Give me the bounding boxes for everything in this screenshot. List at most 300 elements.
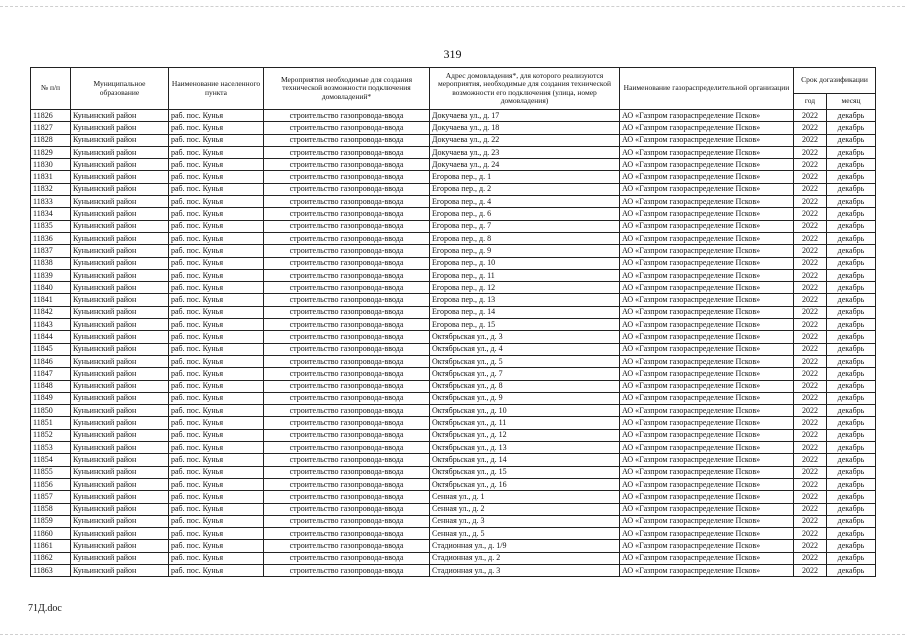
activity-cell: строительство газопровода-ввода xyxy=(264,380,430,392)
activity-cell: строительство газопровода-ввода xyxy=(264,134,430,146)
address-cell: Стадионная ул., д. 3 xyxy=(430,564,620,576)
activity-cell: строительство газопровода-ввода xyxy=(264,515,430,527)
header-year: год xyxy=(794,94,827,110)
address-cell: Стадионная ул., д. 2 xyxy=(430,552,620,564)
year-cell: 2022 xyxy=(794,503,827,515)
address-cell: Октябрьская ул., д. 5 xyxy=(430,355,620,367)
row-number: 11854 xyxy=(31,454,71,466)
organization-cell: АО «Газпром газораспределение Псков» xyxy=(620,515,794,527)
month-cell: декабрь xyxy=(827,220,876,232)
month-cell: декабрь xyxy=(827,159,876,171)
activity-cell: строительство газопровода-ввода xyxy=(264,355,430,367)
organization-cell: АО «Газпром газораспределение Псков» xyxy=(620,306,794,318)
table-row xyxy=(31,183,876,195)
year-cell: 2022 xyxy=(794,183,827,195)
address-cell: Сенная ул., д. 2 xyxy=(430,503,620,515)
header-activity: Мероприятия необходимые для создания технической возможности подключения домовладений* xyxy=(264,68,430,110)
table-row xyxy=(31,282,876,294)
activity-cell: строительство газопровода-ввода xyxy=(264,564,430,576)
address-cell: Сенная ул., д. 5 xyxy=(430,528,620,540)
locality-cell: раб. пос. Кунья xyxy=(169,122,264,134)
year-cell: 2022 xyxy=(794,232,827,244)
municipality-cell: Куньинский район xyxy=(71,429,169,441)
activity-cell: строительство газопровода-ввода xyxy=(264,417,430,429)
year-cell: 2022 xyxy=(794,380,827,392)
locality-cell: раб. пос. Кунья xyxy=(169,442,264,454)
month-cell: декабрь xyxy=(827,232,876,244)
municipality-cell: Куньинский район xyxy=(71,220,169,232)
organization-cell: АО «Газпром газораспределение Псков» xyxy=(620,503,794,515)
year-cell: 2022 xyxy=(794,134,827,146)
locality-cell: раб. пос. Кунья xyxy=(169,110,264,122)
year-cell: 2022 xyxy=(794,171,827,183)
address-cell: Октябрьская ул., д. 11 xyxy=(430,417,620,429)
header-organization: Наименование газораспределительной организации xyxy=(620,68,794,110)
gasification-table xyxy=(30,67,876,577)
locality-cell: раб. пос. Кунья xyxy=(169,159,264,171)
month-cell: декабрь xyxy=(827,392,876,404)
month-cell: декабрь xyxy=(827,405,876,417)
row-number: 11857 xyxy=(31,491,71,503)
year-cell: 2022 xyxy=(794,208,827,220)
organization-cell: АО «Газпром газораспределение Псков» xyxy=(620,294,794,306)
month-cell: декабрь xyxy=(827,282,876,294)
row-number: 11827 xyxy=(31,122,71,134)
address-cell: Докучаева ул., д. 23 xyxy=(430,146,620,158)
organization-cell: АО «Газпром газораспределение Псков» xyxy=(620,159,794,171)
address-cell: Октябрьская ул., д. 10 xyxy=(430,405,620,417)
row-number: 11846 xyxy=(31,355,71,367)
locality-cell: раб. пос. Кунья xyxy=(169,405,264,417)
address-cell: Сенная ул., д. 3 xyxy=(430,515,620,527)
row-number: 11858 xyxy=(31,503,71,515)
table-row xyxy=(31,196,876,208)
table-row xyxy=(31,429,876,441)
municipality-cell: Куньинский район xyxy=(71,171,169,183)
locality-cell: раб. пос. Кунья xyxy=(169,306,264,318)
municipality-cell: Куньинский район xyxy=(71,245,169,257)
row-number: 11855 xyxy=(31,466,71,478)
month-cell: декабрь xyxy=(827,294,876,306)
activity-cell: строительство газопровода-ввода xyxy=(264,368,430,380)
activity-cell: строительство газопровода-ввода xyxy=(264,269,430,281)
header-num: № п/п xyxy=(31,68,71,110)
year-cell: 2022 xyxy=(794,405,827,417)
activity-cell: строительство газопровода-ввода xyxy=(264,331,430,343)
activity-cell: строительство газопровода-ввода xyxy=(264,442,430,454)
table-row xyxy=(31,368,876,380)
activity-cell: строительство газопровода-ввода xyxy=(264,232,430,244)
year-cell: 2022 xyxy=(794,319,827,331)
table-row xyxy=(31,540,876,552)
activity-cell: строительство газопровода-ввода xyxy=(264,257,430,269)
organization-cell: АО «Газпром газораспределение Псков» xyxy=(620,319,794,331)
locality-cell: раб. пос. Кунья xyxy=(169,503,264,515)
activity-cell: строительство газопровода-ввода xyxy=(264,392,430,404)
locality-cell: раб. пос. Кунья xyxy=(169,368,264,380)
table-row xyxy=(31,208,876,220)
table-row xyxy=(31,491,876,503)
year-cell: 2022 xyxy=(794,146,827,158)
address-cell: Стадионная ул., д. 1/9 xyxy=(430,540,620,552)
municipality-cell: Куньинский район xyxy=(71,392,169,404)
address-cell: Октябрьская ул., д. 7 xyxy=(430,368,620,380)
organization-cell: АО «Газпром газораспределение Псков» xyxy=(620,183,794,195)
month-cell: декабрь xyxy=(827,196,876,208)
address-cell: Егорова пер., д. 9 xyxy=(430,245,620,257)
organization-cell: АО «Газпром газораспределение Псков» xyxy=(620,245,794,257)
organization-cell: АО «Газпром газораспределение Псков» xyxy=(620,146,794,158)
row-number: 11830 xyxy=(31,159,71,171)
address-cell: Докучаева ул., д. 17 xyxy=(430,110,620,122)
activity-cell: строительство газопровода-ввода xyxy=(264,122,430,134)
organization-cell: АО «Газпром газораспределение Псков» xyxy=(620,110,794,122)
municipality-cell: Куньинский район xyxy=(71,528,169,540)
organization-cell: АО «Газпром газораспределение Псков» xyxy=(620,540,794,552)
organization-cell: АО «Газпром газораспределение Псков» xyxy=(620,417,794,429)
year-cell: 2022 xyxy=(794,220,827,232)
municipality-cell: Куньинский район xyxy=(71,183,169,195)
activity-cell: строительство газопровода-ввода xyxy=(264,466,430,478)
row-number: 11835 xyxy=(31,220,71,232)
year-cell: 2022 xyxy=(794,417,827,429)
scan-border-top xyxy=(0,6,905,7)
locality-cell: раб. пос. Кунья xyxy=(169,319,264,331)
page-number: 319 xyxy=(443,47,462,61)
organization-cell: АО «Газпром газораспределение Псков» xyxy=(620,257,794,269)
municipality-cell: Куньинский район xyxy=(71,306,169,318)
row-number: 11834 xyxy=(31,208,71,220)
month-cell: декабрь xyxy=(827,417,876,429)
locality-cell: раб. пос. Кунья xyxy=(169,417,264,429)
locality-cell: раб. пос. Кунья xyxy=(169,220,264,232)
year-cell: 2022 xyxy=(794,528,827,540)
month-cell: декабрь xyxy=(827,208,876,220)
row-number: 11844 xyxy=(31,331,71,343)
activity-cell: строительство газопровода-ввода xyxy=(264,171,430,183)
locality-cell: раб. пос. Кунья xyxy=(169,343,264,355)
municipality-cell: Куньинский район xyxy=(71,564,169,576)
row-number: 11840 xyxy=(31,282,71,294)
row-number: 11839 xyxy=(31,269,71,281)
municipality-cell: Куньинский район xyxy=(71,269,169,281)
locality-cell: раб. пос. Кунья xyxy=(169,355,264,367)
locality-cell: раб. пос. Кунья xyxy=(169,257,264,269)
organization-cell: АО «Газпром газораспределение Псков» xyxy=(620,491,794,503)
table-row xyxy=(31,564,876,576)
row-number: 11829 xyxy=(31,146,71,158)
footer-filename: 71Д.doc xyxy=(28,603,62,614)
municipality-cell: Куньинский район xyxy=(71,196,169,208)
row-number: 11856 xyxy=(31,478,71,490)
locality-cell: раб. пос. Кунья xyxy=(169,552,264,564)
month-cell: декабрь xyxy=(827,331,876,343)
locality-cell: раб. пос. Кунья xyxy=(169,380,264,392)
month-cell: декабрь xyxy=(827,528,876,540)
municipality-cell: Куньинский район xyxy=(71,515,169,527)
month-cell: декабрь xyxy=(827,183,876,195)
month-cell: декабрь xyxy=(827,355,876,367)
municipality-cell: Куньинский район xyxy=(71,503,169,515)
locality-cell: раб. пос. Кунья xyxy=(169,134,264,146)
activity-cell: строительство газопровода-ввода xyxy=(264,552,430,564)
year-cell: 2022 xyxy=(794,564,827,576)
year-cell: 2022 xyxy=(794,491,827,503)
row-number: 11845 xyxy=(31,343,71,355)
month-cell: декабрь xyxy=(827,466,876,478)
month-cell: декабрь xyxy=(827,269,876,281)
activity-cell: строительство газопровода-ввода xyxy=(264,319,430,331)
row-number: 11841 xyxy=(31,294,71,306)
activity-cell: строительство газопровода-ввода xyxy=(264,220,430,232)
organization-cell: АО «Газпром газораспределение Псков» xyxy=(620,380,794,392)
municipality-cell: Куньинский район xyxy=(71,122,169,134)
year-cell: 2022 xyxy=(794,552,827,564)
row-number: 11849 xyxy=(31,392,71,404)
locality-cell: раб. пос. Кунья xyxy=(169,294,264,306)
table-row xyxy=(31,331,876,343)
year-cell: 2022 xyxy=(794,245,827,257)
row-number: 11850 xyxy=(31,405,71,417)
row-number: 11851 xyxy=(31,417,71,429)
municipality-cell: Куньинский район xyxy=(71,159,169,171)
table-row xyxy=(31,380,876,392)
activity-cell: строительство газопровода-ввода xyxy=(264,343,430,355)
address-cell: Егорова пер., д. 8 xyxy=(430,232,620,244)
organization-cell: АО «Газпром газораспределение Псков» xyxy=(620,331,794,343)
table-row xyxy=(31,171,876,183)
municipality-cell: Куньинский район xyxy=(71,540,169,552)
municipality-cell: Куньинский район xyxy=(71,454,169,466)
year-cell: 2022 xyxy=(794,442,827,454)
row-number: 11832 xyxy=(31,183,71,195)
municipality-cell: Куньинский район xyxy=(71,331,169,343)
activity-cell: строительство газопровода-ввода xyxy=(264,528,430,540)
municipality-cell: Куньинский район xyxy=(71,294,169,306)
municipality-cell: Куньинский район xyxy=(71,491,169,503)
table-row xyxy=(31,343,876,355)
organization-cell: АО «Газпром газораспределение Псков» xyxy=(620,282,794,294)
organization-cell: АО «Газпром газораспределение Псков» xyxy=(620,552,794,564)
organization-cell: АО «Газпром газораспределение Псков» xyxy=(620,171,794,183)
month-cell: декабрь xyxy=(827,146,876,158)
locality-cell: раб. пос. Кунья xyxy=(169,429,264,441)
activity-cell: строительство газопровода-ввода xyxy=(264,282,430,294)
table-row xyxy=(31,405,876,417)
month-cell: декабрь xyxy=(827,503,876,515)
row-number: 11838 xyxy=(31,257,71,269)
municipality-cell: Куньинский район xyxy=(71,282,169,294)
locality-cell: раб. пос. Кунья xyxy=(169,515,264,527)
row-number: 11862 xyxy=(31,552,71,564)
organization-cell: АО «Газпром газораспределение Псков» xyxy=(620,196,794,208)
locality-cell: раб. пос. Кунья xyxy=(169,146,264,158)
row-number: 11847 xyxy=(31,368,71,380)
month-cell: декабрь xyxy=(827,319,876,331)
year-cell: 2022 xyxy=(794,294,827,306)
municipality-cell: Куньинский район xyxy=(71,478,169,490)
address-cell: Сенная ул., д. 1 xyxy=(430,491,620,503)
locality-cell: раб. пос. Кунья xyxy=(169,245,264,257)
year-cell: 2022 xyxy=(794,368,827,380)
year-cell: 2022 xyxy=(794,478,827,490)
organization-cell: АО «Газпром газораспределение Псков» xyxy=(620,454,794,466)
address-cell: Октябрьская ул., д. 4 xyxy=(430,343,620,355)
month-cell: декабрь xyxy=(827,306,876,318)
row-number: 11860 xyxy=(31,528,71,540)
table-row xyxy=(31,454,876,466)
header-locality: Наименование населенного пункта xyxy=(169,68,264,110)
scan-border-bottom xyxy=(0,634,905,635)
municipality-cell: Куньинский район xyxy=(71,355,169,367)
locality-cell: раб. пос. Кунья xyxy=(169,232,264,244)
table-row xyxy=(31,134,876,146)
address-cell: Егорова пер., д. 11 xyxy=(430,269,620,281)
row-number: 11842 xyxy=(31,306,71,318)
address-cell: Егорова пер., д. 12 xyxy=(430,282,620,294)
address-cell: Октябрьская ул., д. 16 xyxy=(430,478,620,490)
month-cell: декабрь xyxy=(827,110,876,122)
table-row xyxy=(31,257,876,269)
year-cell: 2022 xyxy=(794,257,827,269)
organization-cell: АО «Газпром газораспределение Псков» xyxy=(620,122,794,134)
organization-cell: АО «Газпром газораспределение Псков» xyxy=(620,355,794,367)
row-number: 11836 xyxy=(31,232,71,244)
address-cell: Октябрьская ул., д. 3 xyxy=(430,331,620,343)
activity-cell: строительство газопровода-ввода xyxy=(264,491,430,503)
header-deadline: Срок догазификации xyxy=(794,68,876,94)
row-number: 11833 xyxy=(31,196,71,208)
year-cell: 2022 xyxy=(794,110,827,122)
municipality-cell: Куньинский район xyxy=(71,405,169,417)
locality-cell: раб. пос. Кунья xyxy=(169,171,264,183)
table-row xyxy=(31,306,876,318)
municipality-cell: Куньинский район xyxy=(71,417,169,429)
table-row xyxy=(31,528,876,540)
month-cell: декабрь xyxy=(827,515,876,527)
row-number: 11837 xyxy=(31,245,71,257)
year-cell: 2022 xyxy=(794,159,827,171)
table-row xyxy=(31,220,876,232)
municipality-cell: Куньинский район xyxy=(71,110,169,122)
year-cell: 2022 xyxy=(794,429,827,441)
header-month: месяц xyxy=(827,94,876,110)
year-cell: 2022 xyxy=(794,331,827,343)
activity-cell: строительство газопровода-ввода xyxy=(264,306,430,318)
table-row xyxy=(31,122,876,134)
municipality-cell: Куньинский район xyxy=(71,552,169,564)
organization-cell: АО «Газпром газораспределение Псков» xyxy=(620,478,794,490)
address-cell: Октябрьская ул., д. 9 xyxy=(430,392,620,404)
table-row xyxy=(31,110,876,122)
activity-cell: строительство газопровода-ввода xyxy=(264,146,430,158)
address-cell: Егорова пер., д. 15 xyxy=(430,319,620,331)
table-row xyxy=(31,392,876,404)
municipality-cell: Куньинский район xyxy=(71,257,169,269)
row-number: 11859 xyxy=(31,515,71,527)
month-cell: декабрь xyxy=(827,442,876,454)
municipality-cell: Куньинский район xyxy=(71,319,169,331)
year-cell: 2022 xyxy=(794,343,827,355)
row-number: 11853 xyxy=(31,442,71,454)
address-cell: Егорова пер., д. 13 xyxy=(430,294,620,306)
year-cell: 2022 xyxy=(794,122,827,134)
table-row xyxy=(31,319,876,331)
table-row xyxy=(31,466,876,478)
address-cell: Октябрьская ул., д. 15 xyxy=(430,466,620,478)
month-cell: декабрь xyxy=(827,454,876,466)
municipality-cell: Куньинский район xyxy=(71,343,169,355)
municipality-cell: Куньинский район xyxy=(71,134,169,146)
year-cell: 2022 xyxy=(794,515,827,527)
table-row xyxy=(31,232,876,244)
locality-cell: раб. пос. Кунья xyxy=(169,208,264,220)
table-row xyxy=(31,269,876,281)
row-number: 11863 xyxy=(31,564,71,576)
table-row xyxy=(31,159,876,171)
address-cell: Егорова пер., д. 14 xyxy=(430,306,620,318)
row-number: 11852 xyxy=(31,429,71,441)
month-cell: декабрь xyxy=(827,540,876,552)
locality-cell: раб. пос. Кунья xyxy=(169,466,264,478)
locality-cell: раб. пос. Кунья xyxy=(169,196,264,208)
organization-cell: АО «Газпром газораспределение Псков» xyxy=(620,392,794,404)
month-cell: декабрь xyxy=(827,380,876,392)
month-cell: декабрь xyxy=(827,478,876,490)
locality-cell: раб. пос. Кунья xyxy=(169,454,264,466)
month-cell: декабрь xyxy=(827,368,876,380)
activity-cell: строительство газопровода-ввода xyxy=(264,429,430,441)
municipality-cell: Куньинский район xyxy=(71,146,169,158)
table-row xyxy=(31,417,876,429)
organization-cell: АО «Газпром газораспределение Псков» xyxy=(620,269,794,281)
row-number: 11843 xyxy=(31,319,71,331)
organization-cell: АО «Газпром газораспределение Псков» xyxy=(620,564,794,576)
municipality-cell: Куньинский район xyxy=(71,442,169,454)
activity-cell: строительство газопровода-ввода xyxy=(264,245,430,257)
month-cell: декабрь xyxy=(827,257,876,269)
municipality-cell: Куньинский район xyxy=(71,232,169,244)
table-row xyxy=(31,355,876,367)
address-cell: Егорова пер., д. 2 xyxy=(430,183,620,195)
table-header xyxy=(31,68,876,110)
activity-cell: строительство газопровода-ввода xyxy=(264,478,430,490)
locality-cell: раб. пос. Кунья xyxy=(169,392,264,404)
year-cell: 2022 xyxy=(794,466,827,478)
header-address: Адрес домовладения*, для которого реализуются мероприятия, необходимые для создания технической возможности его подключения (улица, номер домовладения) xyxy=(430,68,620,110)
year-cell: 2022 xyxy=(794,269,827,281)
address-cell: Докучаева ул., д. 24 xyxy=(430,159,620,171)
locality-cell: раб. пос. Кунья xyxy=(169,528,264,540)
activity-cell: строительство газопровода-ввода xyxy=(264,183,430,195)
address-cell: Егорова пер., д. 7 xyxy=(430,220,620,232)
organization-cell: АО «Газпром газораспределение Псков» xyxy=(620,232,794,244)
year-cell: 2022 xyxy=(794,282,827,294)
locality-cell: раб. пос. Кунья xyxy=(169,331,264,343)
year-cell: 2022 xyxy=(794,196,827,208)
row-number: 11831 xyxy=(31,171,71,183)
month-cell: декабрь xyxy=(827,245,876,257)
activity-cell: строительство газопровода-ввода xyxy=(264,503,430,515)
address-cell: Докучаева ул., д. 18 xyxy=(430,122,620,134)
address-cell: Егорова пер., д. 10 xyxy=(430,257,620,269)
month-cell: декабрь xyxy=(827,491,876,503)
month-cell: декабрь xyxy=(827,429,876,441)
organization-cell: АО «Газпром газораспределение Псков» xyxy=(620,343,794,355)
month-cell: декабрь xyxy=(827,343,876,355)
municipality-cell: Куньинский район xyxy=(71,380,169,392)
table-row xyxy=(31,442,876,454)
